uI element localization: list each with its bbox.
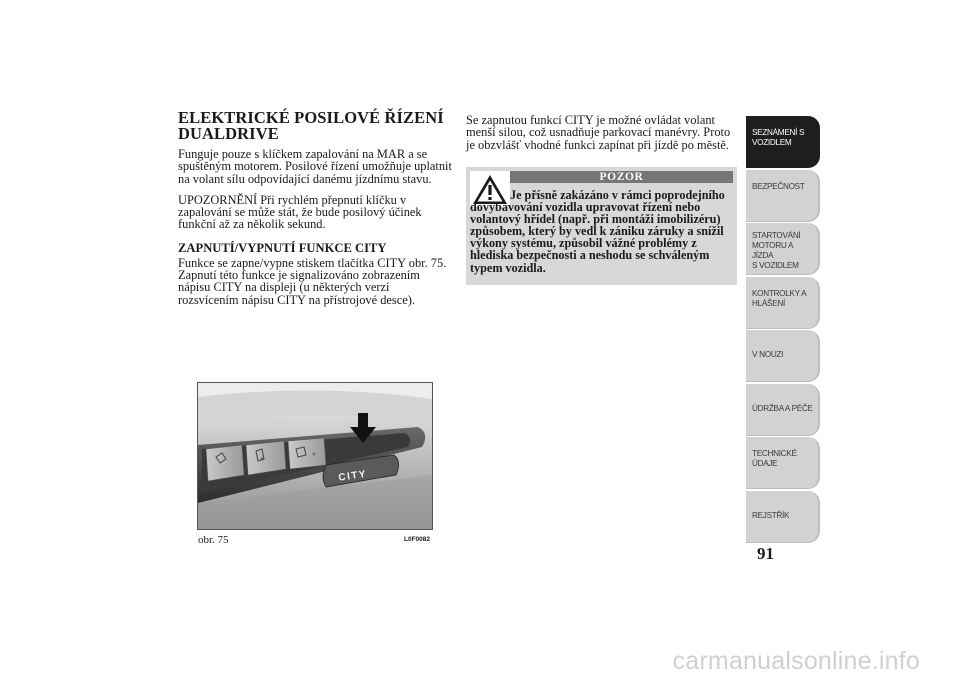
warning-title: POZOR (510, 171, 733, 183)
tab-label-line: ÚDRŽBA A PÉČE (752, 403, 813, 413)
figure-code: L0F0082 (404, 536, 431, 543)
section-title (178, 110, 453, 142)
tab-seznameni-s-vozidlem[interactable] (746, 116, 820, 168)
section-title-line1: ELEKTRICKÉ POSILOVÉ ŘÍZENÍ (178, 108, 444, 127)
tab-v-nouzi[interactable] (746, 330, 820, 382)
dashboard-illustration (198, 383, 432, 529)
left-column (178, 110, 453, 306)
figure-city-button (197, 382, 433, 530)
paragraph-function: Funguje pouze s klíčkem zapalování na MAR a se spuštěným motorem. Posilové řízení umožňuje uplatnit na volant sílu odpovídající danému jízdnímu stavu. (178, 147, 452, 186)
tab-label-line: S VOZIDLEM (752, 261, 799, 270)
paragraph-warning-note: UPOZORNĚNÍ Při rychlém přepnutí klíčku v zapalování se může stát, že bude posilový účinek funkční až za několik sekund. (178, 192, 422, 232)
section-title-line2: DUALDRIVE (178, 124, 279, 143)
tab-label-line: REJSTŘÍK (752, 510, 790, 520)
paragraph-city: Funkce se zapne/vypne stiskem tlačítka CITY obr. 75. Zapnutí této funkce je signalizováno zobrazením nápisu CITY na displeji (u některých verzí rozsvícením nápisu CITY na přístrojové desce). (178, 255, 447, 307)
paragraph-city-usage: Se zapnutou funkcí CITY je možné ovládat volant menší silou, což usnadňuje parkovací manévry. Proto je obzvlášť vhodné funkci zapínat při jízdě po městě. (466, 113, 731, 152)
tab-label-line: MOTORU A JÍZDA (752, 241, 793, 260)
watermark: carmanualsonline.info (672, 647, 920, 675)
tab-technicke-udaje[interactable] (746, 437, 820, 489)
tab-label-line: SEZNÁMENÍ S (752, 128, 805, 137)
page-number: 91 (757, 544, 774, 563)
tab-rejstrik[interactable] (746, 491, 820, 543)
tab-kontrolky-a-hlaseni[interactable] (746, 277, 820, 329)
tab-label-line: V NOUZI (752, 350, 784, 359)
warning-box (466, 167, 737, 285)
city-button-label: CITY (337, 468, 368, 484)
right-column (466, 114, 738, 151)
warning-text-rest: nebo volantový hřídel (např. při montáži imobilizéru) způsobem, který by vedl k zániku záruky a snížil výkony systému, způsobil vážné problémy z hlediska bezpečnosti a neshodu se schváleným typem vozidla. (470, 200, 724, 275)
tab-label-line: STARTOVÁNÍ (752, 231, 801, 240)
tab-udrzba-a-pece[interactable] (746, 384, 820, 436)
chapter-tabs (746, 116, 820, 544)
figure-caption: obr. 75 (198, 534, 229, 546)
tab-label-line: TECHNICKÉ (752, 449, 797, 458)
tab-label-line: BEZPEČNOST (752, 181, 805, 191)
tab-label-line: VOZIDLEM (752, 138, 792, 147)
tab-label-line: ÚDAJE (752, 459, 778, 468)
tab-bezpecnost[interactable] (746, 170, 820, 222)
tab-label-line: HLÁŠENÍ (752, 298, 785, 308)
tab-startovani-motoru[interactable] (746, 223, 820, 275)
warning-text-first: Je přísně zakázáno v rámci poprodejního dovybavování vozidla upravovat řízení (470, 188, 725, 215)
subheading-city: ZAPNUTÍ/VYPNUTÍ FUNKCE CITY (178, 240, 387, 255)
tab-label-line: KONTROLKY A (752, 288, 807, 298)
warning-text (470, 189, 732, 274)
